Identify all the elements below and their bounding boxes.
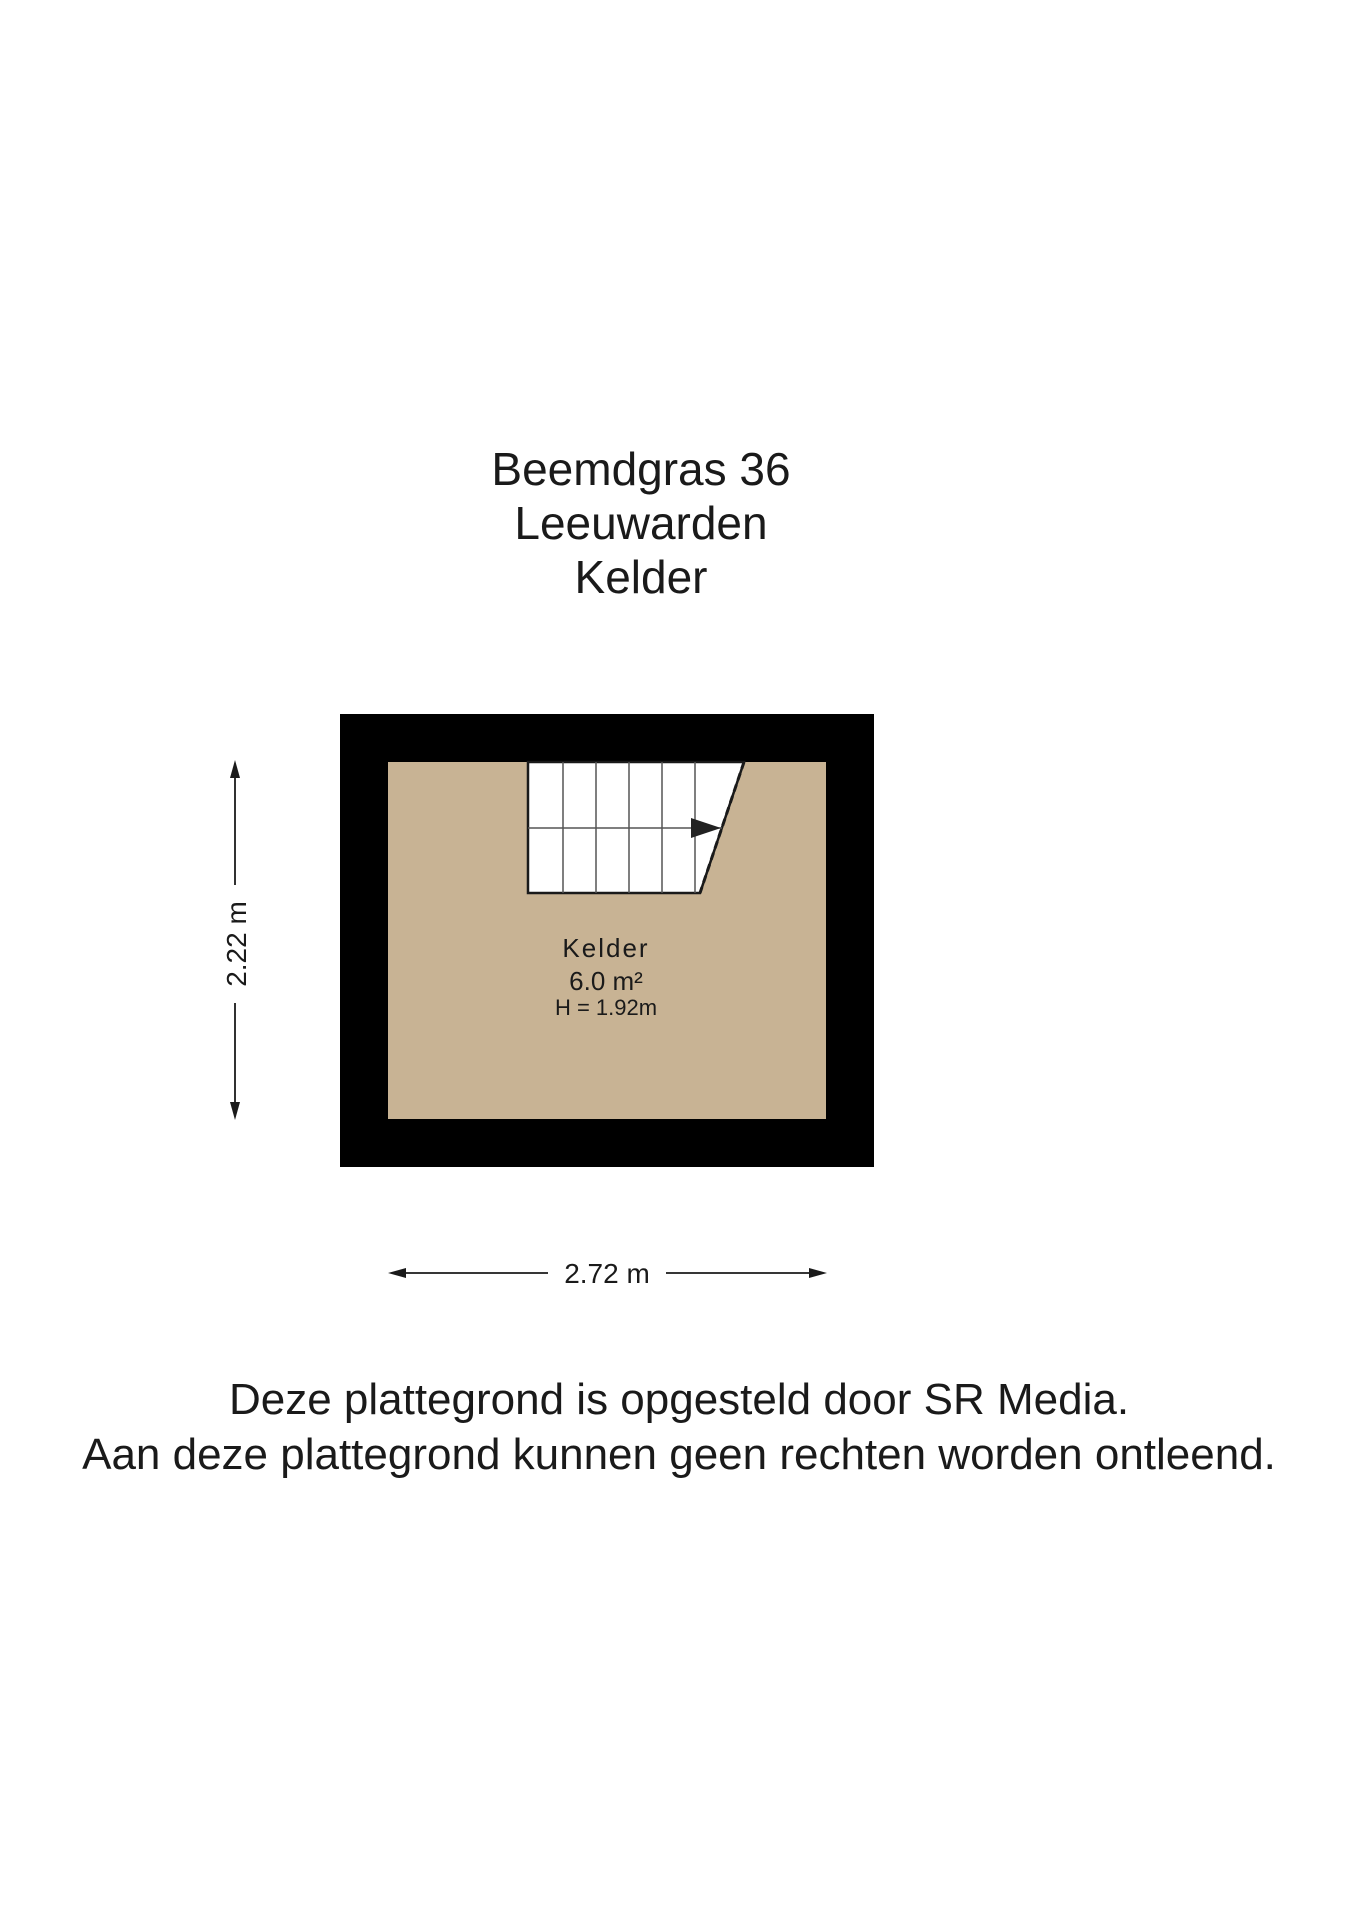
disclaimer-line-1: Deze plattegrond is opgesteld door SR Media. [228, 1375, 1130, 1424]
room-area-label: 6.0 m² [569, 966, 643, 996]
depth-label: 2.22 m [221, 901, 252, 987]
arrow-down-icon [230, 1102, 240, 1120]
floor-title: Kelder [574, 551, 708, 603]
width-label: 2.72 m [564, 1258, 650, 1289]
room-height-label: H = 1.92m [554, 995, 658, 1020]
depth-dimension [221, 760, 252, 1120]
arrow-up-icon [230, 760, 240, 778]
width-dimension [388, 1258, 827, 1289]
arrow-right-icon [809, 1268, 827, 1278]
disclaimer-line-2: Aan deze plattegrond kunnen geen rechten worden ontleend. [82, 1430, 1276, 1479]
address-title: Beemdgras 36 [491, 443, 791, 495]
city-title: Leeuwarden [514, 497, 768, 549]
room-name-label: Kelder [562, 933, 650, 963]
arrow-left-icon [388, 1268, 406, 1278]
disclaimer [0, 1372, 1358, 1482]
